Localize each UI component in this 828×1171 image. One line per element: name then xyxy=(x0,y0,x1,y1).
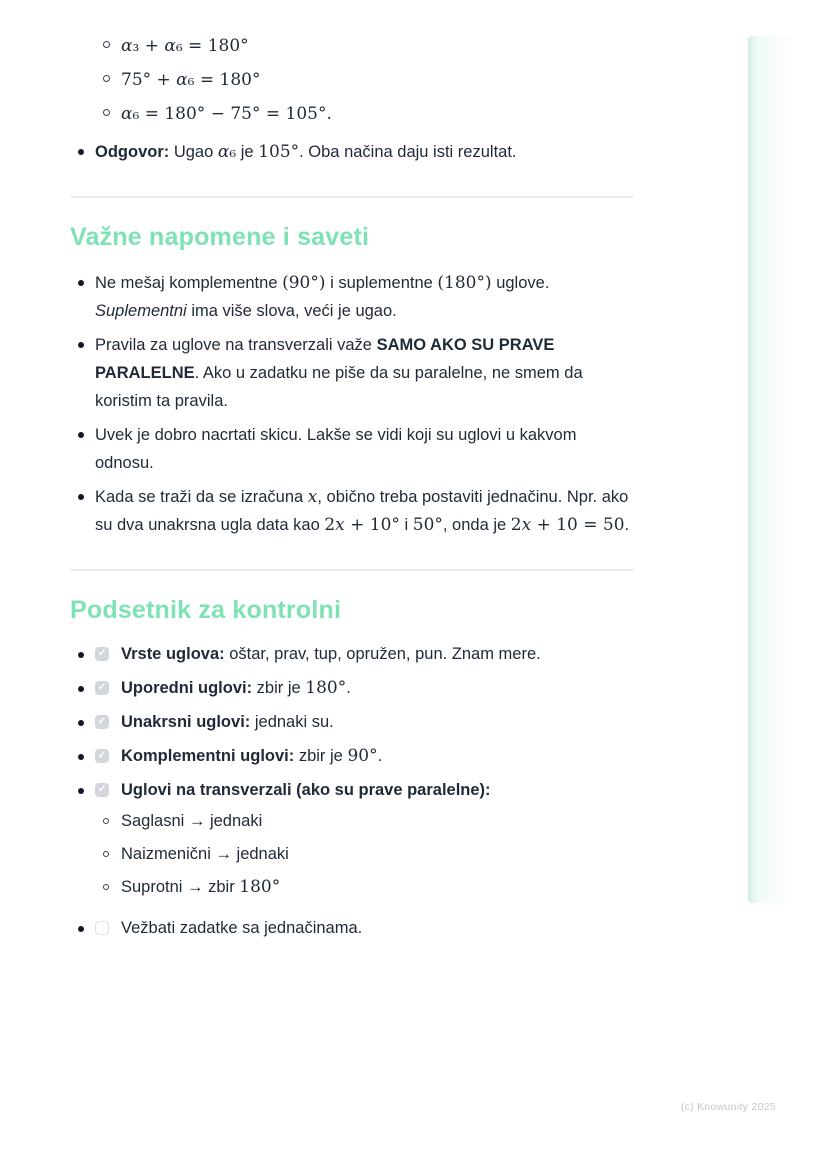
disc-bullet-icon xyxy=(78,754,84,760)
divider xyxy=(70,569,634,571)
note-item xyxy=(70,331,634,415)
text-segment: . Ako u zadatku ne piše da su paralelne, ne smem da koristim ta pravila. xyxy=(95,364,583,410)
checklist xyxy=(70,641,634,942)
text-segment: Vežbati zadatke sa jednačinama. xyxy=(121,919,363,937)
disc-bullet-icon xyxy=(78,686,84,692)
circle-bullet-icon xyxy=(103,884,109,890)
circle-bullet-icon xyxy=(103,75,110,82)
text-segment: Suprotni → zbir xyxy=(121,878,240,896)
note-item xyxy=(70,269,634,325)
text-segment: , obično treba postaviti jednačinu. Npr. ako su dva unakrsna ugla data kao xyxy=(95,488,629,534)
disc-bullet-icon xyxy=(78,720,84,726)
checkbox-checked-icon xyxy=(95,647,109,661)
checkbox-checked-icon xyxy=(95,681,109,695)
note-item xyxy=(70,421,634,477)
text-segment: 180° xyxy=(239,877,281,897)
checklist-sub-text xyxy=(121,812,262,830)
disc-bullet-icon xyxy=(78,342,84,348)
text-segment: Vrste uglova: xyxy=(121,645,225,663)
text-segment: Ugao xyxy=(169,143,218,161)
checklist-sub-item xyxy=(121,874,634,901)
text-segment: 105° xyxy=(258,142,300,162)
checklist-text xyxy=(121,919,362,937)
checklist-item xyxy=(70,641,634,668)
note-item xyxy=(70,483,634,539)
divider xyxy=(70,196,634,198)
text-segment: SAMO AKO SU PRAVE PARALELNE xyxy=(95,336,555,382)
text-segment: . xyxy=(346,679,351,697)
note-text xyxy=(95,488,629,534)
text-segment: 180° xyxy=(305,678,347,698)
text-segment: (90°) xyxy=(282,273,326,293)
text-segment: Uporedni uglovi: xyxy=(121,679,253,697)
solution-step xyxy=(70,36,634,57)
text-segment: je xyxy=(236,143,259,161)
text-segment: x xyxy=(307,487,318,507)
text-segment: Komplementni uglovi: xyxy=(121,747,295,765)
text-segment: Uglovi na transverzali (ako su prave paralelne): xyxy=(121,781,491,799)
checklist-item xyxy=(70,709,634,736)
checklist-item xyxy=(70,915,634,942)
answer-item xyxy=(70,138,634,166)
circle-bullet-icon xyxy=(103,851,109,857)
text-segment: . Oba načina daju isti rezultat. xyxy=(299,143,517,161)
text-segment: i xyxy=(399,516,413,534)
checklist-sub-item xyxy=(121,808,634,835)
section-heading-notes: Važne napomene i saveti xyxy=(70,223,370,251)
text-segment: ima više slova, veći je ugao. xyxy=(186,302,397,320)
checklist-sub-text xyxy=(121,845,289,863)
solution-steps-list xyxy=(70,36,634,125)
note-text xyxy=(95,274,549,320)
answer-text xyxy=(95,143,517,161)
disc-bullet-icon xyxy=(78,926,84,932)
checklist-text xyxy=(121,747,382,765)
checklist-sub-text xyxy=(121,878,280,896)
text-segment: uglove. xyxy=(491,274,550,292)
text-segment: Naizmenični → jednaki xyxy=(121,845,289,863)
text-segment: Odgovor: xyxy=(95,143,170,161)
checklist-sub-item xyxy=(121,841,634,868)
checklist-sub-list xyxy=(121,808,634,901)
checklist-item xyxy=(70,675,634,702)
text-segment: Kada se traži da se izračuna xyxy=(95,488,308,506)
text-segment: 90° xyxy=(347,746,378,766)
circle-bullet-icon xyxy=(103,109,110,116)
text-segment: zbir je xyxy=(294,747,348,765)
answer-list xyxy=(70,138,634,166)
note-text xyxy=(95,426,576,472)
checklist-text xyxy=(121,781,491,799)
text-segment: Pravila za uglove na transverzali važe xyxy=(95,336,377,354)
copyright: (c) Knowunity 2025 xyxy=(680,1101,776,1113)
text-segment: oštar, prav, tup, opružen, pun. Znam mere. xyxy=(224,645,541,663)
math-expression xyxy=(121,37,249,55)
circle-bullet-icon xyxy=(103,41,110,48)
solution-step xyxy=(70,104,634,125)
disc-bullet-icon xyxy=(78,652,84,658)
disc-bullet-icon xyxy=(78,149,84,155)
checklist-text xyxy=(121,645,541,663)
text-segment: , onda je xyxy=(442,516,511,534)
next-page-edge-decoration xyxy=(748,36,794,903)
text-segment: 2x + 10 = 50 xyxy=(510,515,625,535)
text-segment: i suplementne xyxy=(325,274,438,292)
text-segment: . xyxy=(377,747,383,765)
text-segment: Ne mešaj komplementne xyxy=(95,274,283,292)
text-segment: Suplementni xyxy=(95,302,187,320)
math-expression xyxy=(121,71,260,89)
text-segment: zbir je xyxy=(252,679,306,697)
text-segment: Unakrsni uglovi: xyxy=(121,713,251,731)
text-segment: α₆ = 180° − 75° = 105°. xyxy=(121,104,332,124)
disc-bullet-icon xyxy=(78,788,84,794)
disc-bullet-icon xyxy=(78,494,84,500)
checklist-item xyxy=(70,743,634,770)
text-segment: 2x + 10° xyxy=(324,515,400,535)
disc-bullet-icon xyxy=(78,280,84,286)
section-heading-checklist: Podsetnik za kontrolni xyxy=(70,596,342,624)
text-segment: α₃ + α₆ = 180° xyxy=(121,36,249,56)
circle-bullet-icon xyxy=(103,818,109,824)
text-segment: Uvek je dobro nacrtati skicu. Lakše se vidi koji su uglovi u kakvom odnosu. xyxy=(95,426,577,472)
text-segment: (180°) xyxy=(437,273,492,293)
notes-list xyxy=(70,269,634,539)
checklist-text xyxy=(121,679,351,697)
text-segment: . xyxy=(624,516,630,534)
note-text xyxy=(95,336,583,410)
text-segment: 50° xyxy=(412,515,443,535)
disc-bullet-icon xyxy=(78,432,84,438)
checklist-text xyxy=(121,713,334,731)
text-segment: Saglasni → jednaki xyxy=(121,812,263,830)
document-content xyxy=(70,0,634,949)
checkbox-checked-icon xyxy=(95,715,109,729)
checklist-item xyxy=(70,777,634,901)
solution-step xyxy=(70,70,634,91)
text-segment: 75° + α₆ = 180° xyxy=(121,70,261,90)
math-expression xyxy=(121,105,332,123)
text-segment: α₆ xyxy=(217,142,237,162)
checkbox-checked-icon xyxy=(95,783,109,797)
text-segment: jednaki su. xyxy=(250,713,334,731)
checkbox-unchecked-icon xyxy=(95,921,109,935)
checkbox-checked-icon xyxy=(95,749,109,763)
